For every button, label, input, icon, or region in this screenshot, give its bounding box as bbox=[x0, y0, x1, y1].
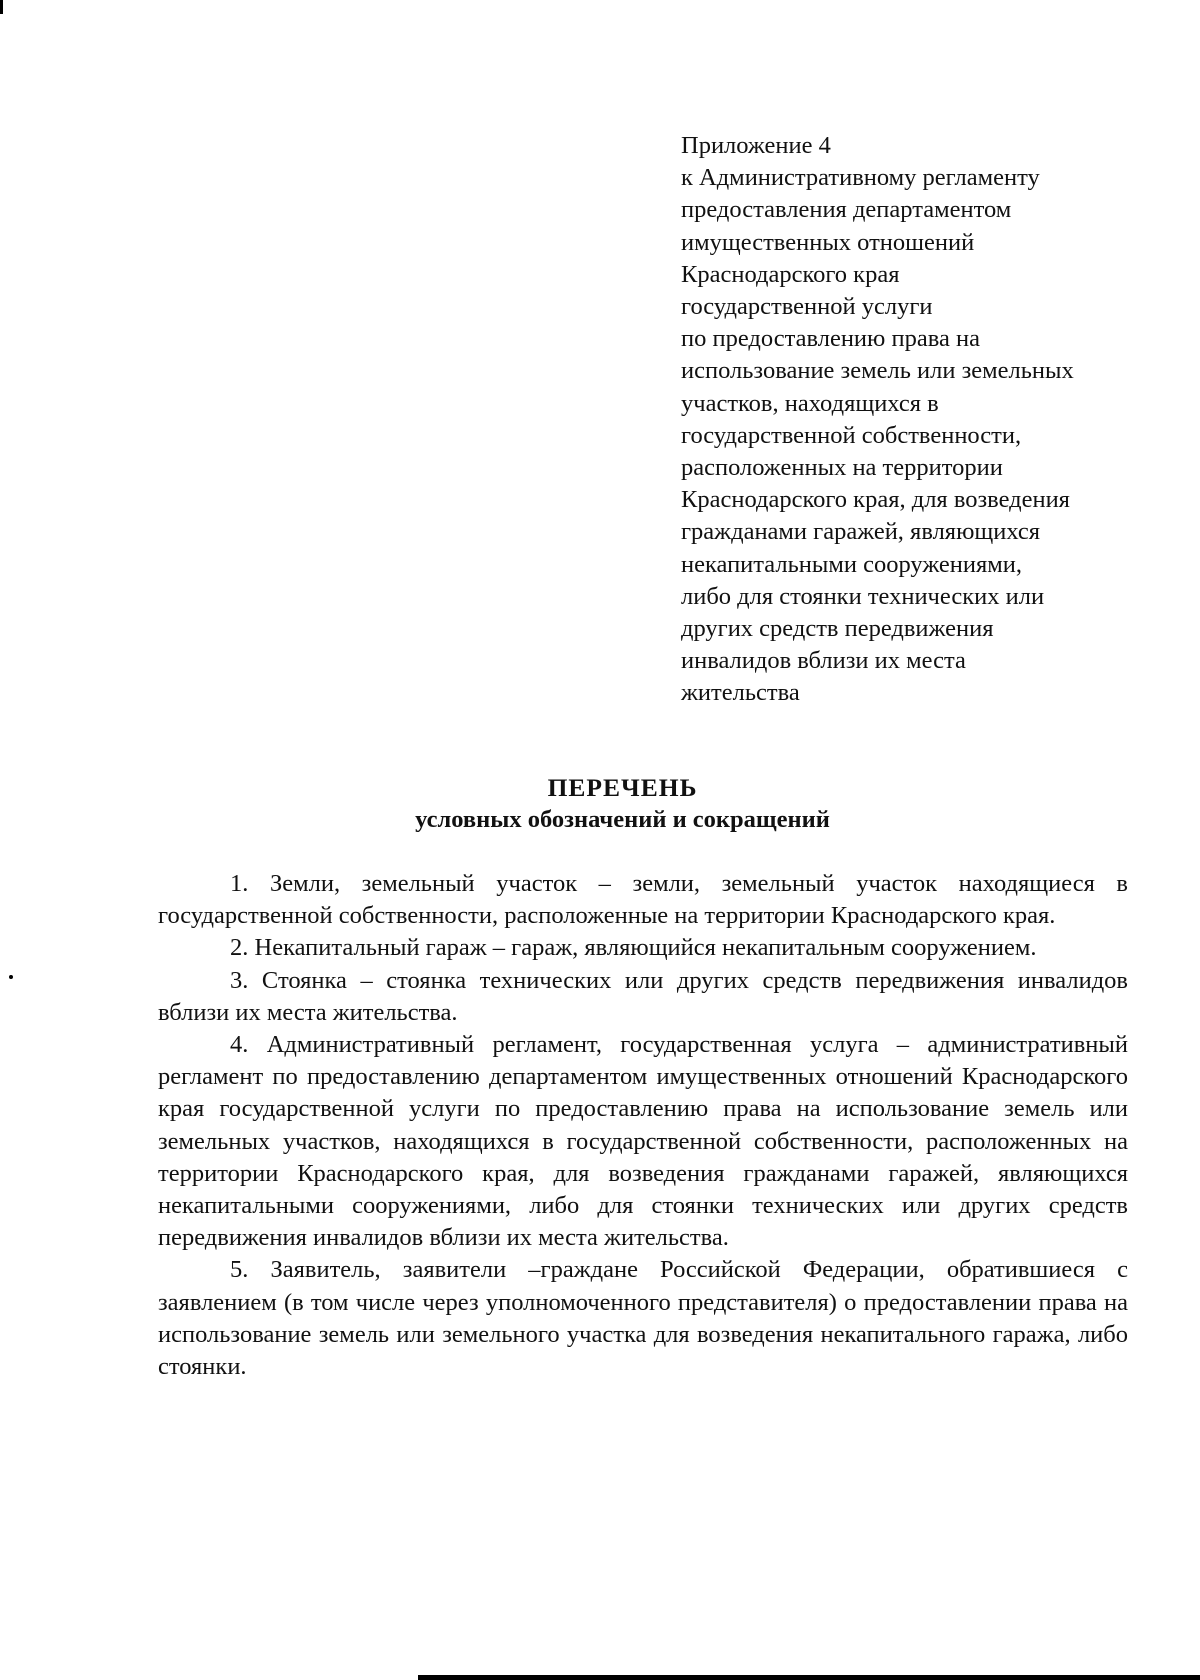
scan-edge-mark-top bbox=[0, 0, 3, 14]
scan-speck bbox=[9, 975, 13, 979]
appendix-note bbox=[681, 130, 1151, 710]
definition-item-1: 1. Земли, земельный участок – земли, земельный участок находящиеся в государственной собственности, расположенные на территории Краснодарского края. bbox=[158, 870, 1128, 930]
scan-edge-bar-bottom bbox=[418, 1675, 1200, 1680]
definitions-list bbox=[158, 868, 1128, 1383]
appendix-line: жительства bbox=[681, 679, 800, 707]
definition-item-4: 4. Административный регламент, государственная услуга – административный регламент по предоставлению департаментом имущественных отношений Краснодарского края государственной услуги по предоставлению права на использование земель или земельных участков, находящихся в государственной собственности, расположенных на территории Краснодарского края, для возведения гражданами гаражей, являющихся некапитальными сооружениями, либо для стоянки технических или других средств передвижения инвалидов вблизи их места жительства. bbox=[158, 1031, 1128, 1252]
appendix-line: к Административному регламенту bbox=[681, 164, 1040, 192]
appendix-line: других средств передвижения bbox=[681, 615, 994, 643]
appendix-line: по предоставлению права на bbox=[681, 325, 980, 353]
appendix-line: государственной собственности, bbox=[681, 421, 1022, 449]
definition-item-2: 2. Некапитальный гараж – гараж, являющийся некапитальным сооружением. bbox=[230, 934, 1037, 962]
appendix-line: Краснодарского края bbox=[681, 260, 900, 288]
definition-item-3: 3. Стоянка – стоянка технических или других средств передвижения инвалидов вблизи их места жительства. bbox=[158, 966, 1128, 1026]
appendix-line: предоставления департаментом bbox=[681, 196, 1012, 224]
appendix-line: Краснодарского края, для возведения bbox=[681, 486, 1070, 514]
definition-item-5: 5. Заявитель, заявители –граждане Российской Федерации, обратившиеся с заявлением (в том числе через уполномоченного представителя) о предоставлении права на использование земель или земельного участка для возведения некапитального гаража, либо стоянки. bbox=[158, 1256, 1128, 1381]
document-subtitle: условных обозначений и сокращений bbox=[415, 806, 830, 833]
appendix-line: инвалидов вблизи их места bbox=[681, 647, 966, 675]
document-title: ПЕРЕЧЕНЬ bbox=[547, 773, 698, 802]
appendix-line: использование земель или земельных bbox=[681, 357, 1074, 385]
appendix-line: расположенных на территории bbox=[681, 454, 1003, 482]
appendix-line: государственной услуги bbox=[681, 293, 933, 321]
appendix-line: Приложение 4 bbox=[681, 132, 831, 159]
appendix-line: либо для стоянки технических или bbox=[681, 582, 1045, 610]
document-heading bbox=[0, 772, 1200, 836]
appendix-line: имущественных отношений bbox=[681, 228, 975, 256]
appendix-line: участков, находящихся в bbox=[681, 389, 939, 417]
appendix-line: некапитальными сооружениями, bbox=[681, 550, 1023, 578]
appendix-line: гражданами гаражей, являющихся bbox=[681, 518, 1041, 546]
